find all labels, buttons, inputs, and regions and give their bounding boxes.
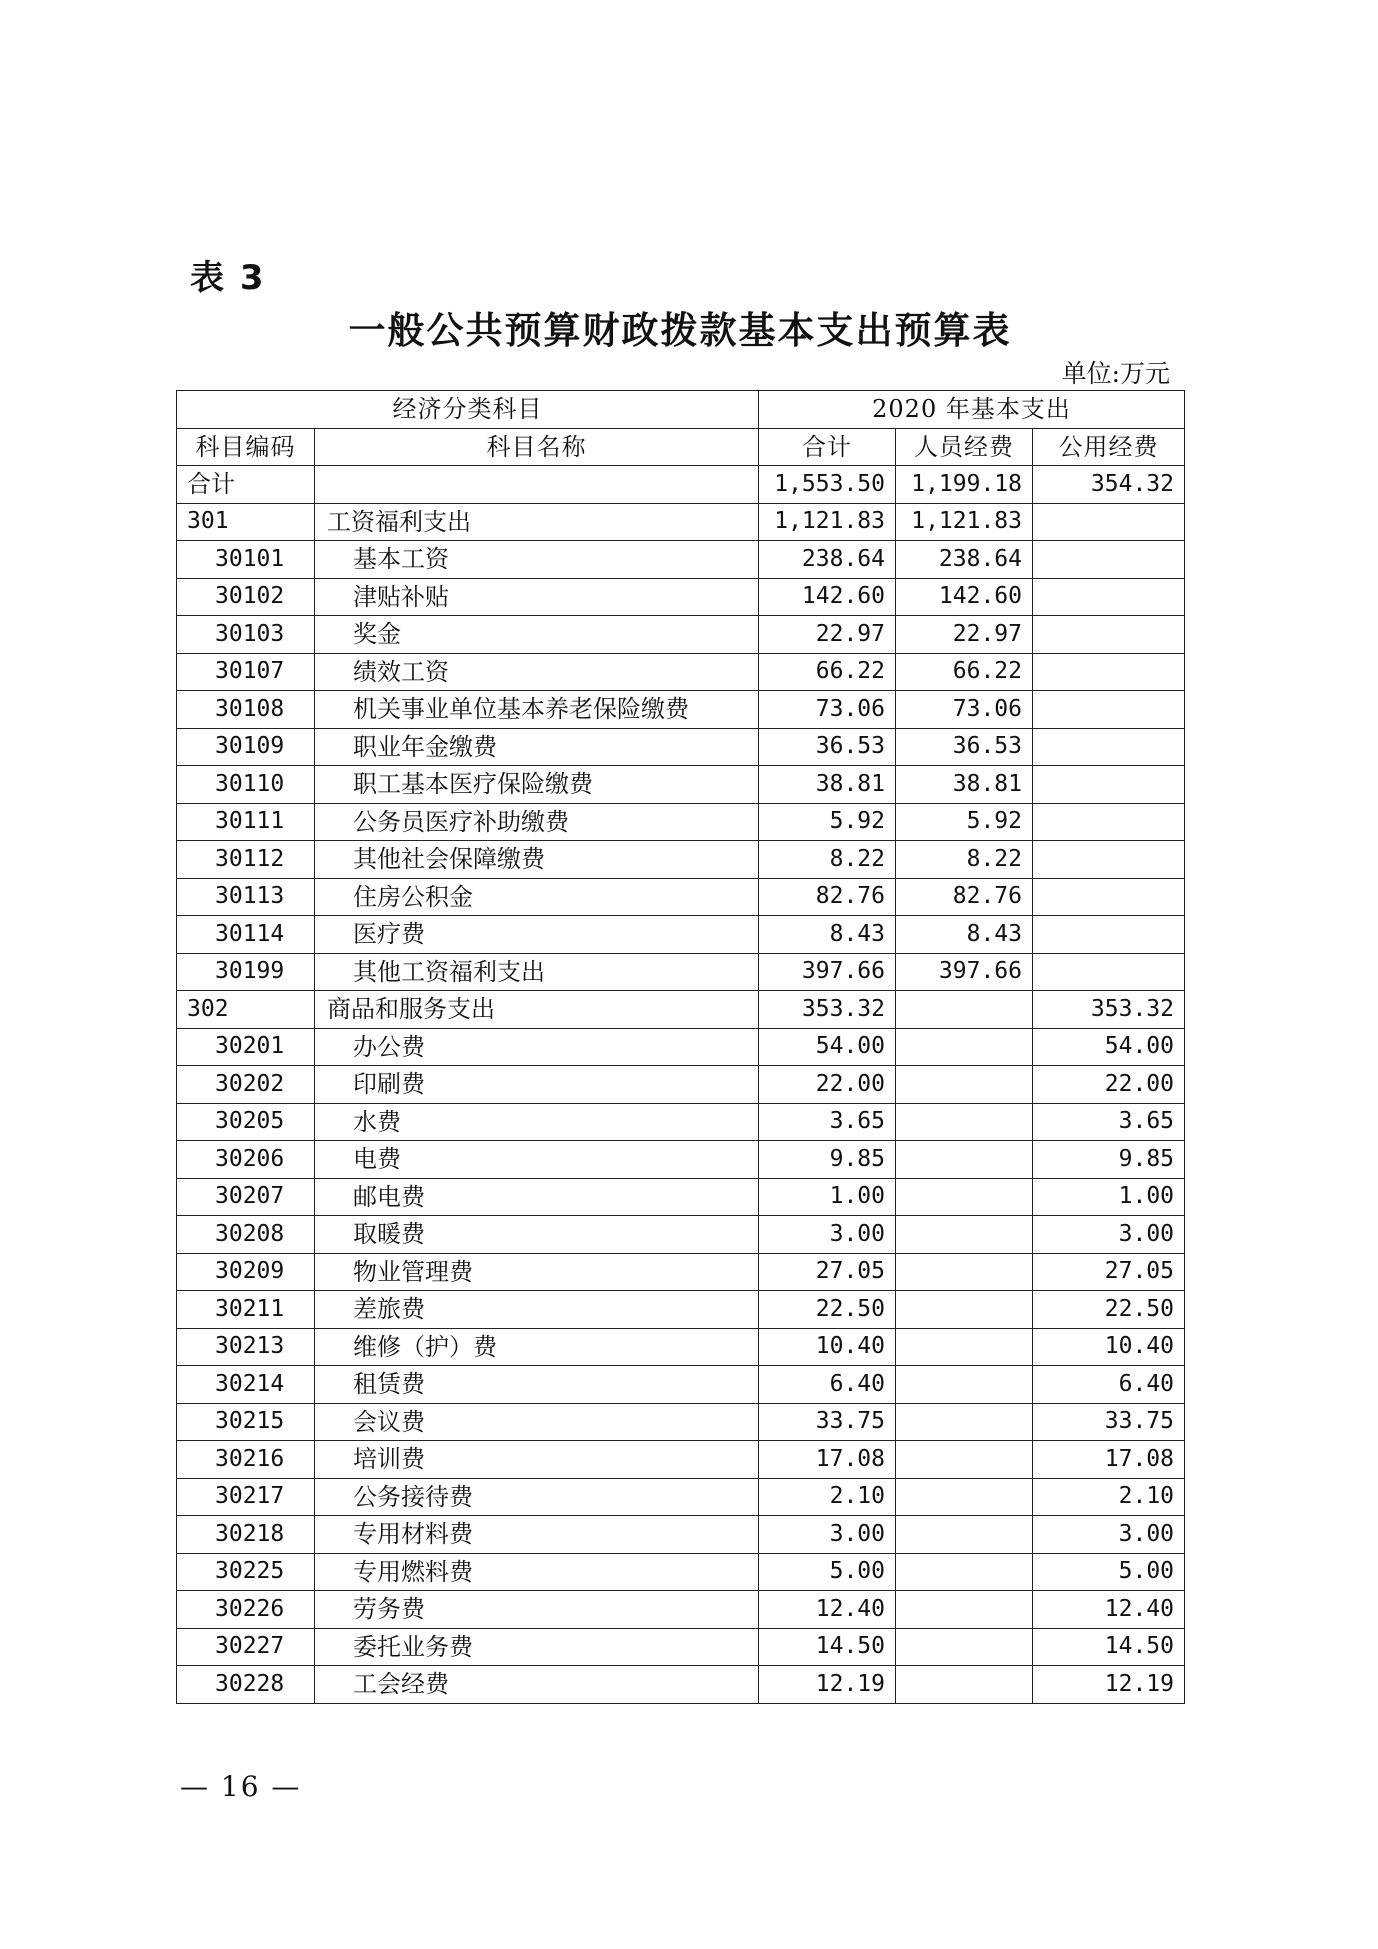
- table-row: [177, 653, 1185, 691]
- cell-total: 12.19: [759, 1666, 896, 1704]
- cell-total: 353.32: [759, 991, 896, 1029]
- table-row: [177, 1366, 1185, 1404]
- cell-code: 合计: [177, 466, 315, 504]
- table-row: [177, 1553, 1185, 1591]
- cell-public: [1033, 653, 1185, 691]
- table-row: [177, 1103, 1185, 1141]
- cell-total: 142.60: [759, 578, 896, 616]
- table-row: [177, 1141, 1185, 1179]
- cell-personnel: 66.22: [896, 653, 1033, 691]
- cell-name: 公务员医疗补助缴费: [315, 803, 759, 841]
- cell-name: 会议费: [315, 1403, 759, 1441]
- cell-personnel: 1,121.83: [896, 503, 1033, 541]
- cell-name: 培训费: [315, 1441, 759, 1479]
- table-row: [177, 878, 1185, 916]
- cell-name: 专用材料费: [315, 1516, 759, 1554]
- cell-name: 其他工资福利支出: [315, 953, 759, 991]
- cell-name: 基本工资: [315, 541, 759, 579]
- table-row: [177, 1591, 1185, 1629]
- cell-public: 22.50: [1033, 1291, 1185, 1329]
- table-row: [177, 1478, 1185, 1516]
- cell-personnel: [896, 1441, 1033, 1479]
- cell-public: [1033, 916, 1185, 954]
- cell-code: 30201: [177, 1028, 315, 1066]
- cell-name: 劳务费: [315, 1591, 759, 1629]
- cell-code: 30217: [177, 1478, 315, 1516]
- cell-personnel: 8.43: [896, 916, 1033, 954]
- cell-public: [1033, 691, 1185, 729]
- cell-code: 30226: [177, 1591, 315, 1629]
- cell-public: 14.50: [1033, 1628, 1185, 1666]
- table-row: [177, 691, 1185, 729]
- cell-personnel: [896, 1216, 1033, 1254]
- header-personnel: 人员经费: [896, 428, 1033, 466]
- cell-public: 3.65: [1033, 1103, 1185, 1141]
- cell-name: 电费: [315, 1141, 759, 1179]
- cell-personnel: 1,199.18: [896, 466, 1033, 504]
- cell-personnel: [896, 1328, 1033, 1366]
- header-basic-expenditure-2020: 2020 年基本支出: [759, 391, 1185, 429]
- cell-name: 奖金: [315, 616, 759, 654]
- cell-public: 12.19: [1033, 1666, 1185, 1704]
- table-row: [177, 541, 1185, 579]
- cell-name: 专用燃料费: [315, 1553, 759, 1591]
- cell-total: 6.40: [759, 1366, 896, 1404]
- cell-total: 12.40: [759, 1591, 896, 1629]
- cell-total: 5.92: [759, 803, 896, 841]
- cell-total: 8.43: [759, 916, 896, 954]
- cell-total: 66.22: [759, 653, 896, 691]
- cell-code: 30111: [177, 803, 315, 841]
- cell-name: 取暖费: [315, 1216, 759, 1254]
- cell-total: 8.22: [759, 841, 896, 879]
- cell-name: 住房公积金: [315, 878, 759, 916]
- cell-name: 医疗费: [315, 916, 759, 954]
- cell-code: 30215: [177, 1403, 315, 1441]
- table-row: [177, 916, 1185, 954]
- cell-personnel: [896, 1666, 1033, 1704]
- cell-total: 82.76: [759, 878, 896, 916]
- cell-total: 1,121.83: [759, 503, 896, 541]
- table-row: [177, 728, 1185, 766]
- cell-public: [1033, 728, 1185, 766]
- cell-total: 2.10: [759, 1478, 896, 1516]
- cell-public: 10.40: [1033, 1328, 1185, 1366]
- cell-personnel: 22.97: [896, 616, 1033, 654]
- table-row: [177, 1328, 1185, 1366]
- cell-public: 1.00: [1033, 1178, 1185, 1216]
- cell-total: 22.00: [759, 1066, 896, 1104]
- cell-code: 30213: [177, 1328, 315, 1366]
- cell-personnel: 82.76: [896, 878, 1033, 916]
- cell-public: [1033, 616, 1185, 654]
- cell-name: 商品和服务支出: [315, 991, 759, 1029]
- table-row: [177, 1028, 1185, 1066]
- cell-personnel: [896, 1141, 1033, 1179]
- cell-name: 印刷费: [315, 1066, 759, 1104]
- cell-name: 维修（护）费: [315, 1328, 759, 1366]
- cell-personnel: 36.53: [896, 728, 1033, 766]
- cell-name: [315, 466, 759, 504]
- cell-personnel: [896, 1253, 1033, 1291]
- header-column-row: [177, 428, 1185, 466]
- header-code: 科目编码: [177, 428, 315, 466]
- table-row: [177, 1178, 1185, 1216]
- cell-code: 30103: [177, 616, 315, 654]
- cell-public: 27.05: [1033, 1253, 1185, 1291]
- cell-code: 30214: [177, 1366, 315, 1404]
- cell-public: [1033, 766, 1185, 804]
- cell-personnel: [896, 1028, 1033, 1066]
- cell-code: 30102: [177, 578, 315, 616]
- cell-total: 14.50: [759, 1628, 896, 1666]
- cell-personnel: 142.60: [896, 578, 1033, 616]
- cell-personnel: 397.66: [896, 953, 1033, 991]
- cell-total: 54.00: [759, 1028, 896, 1066]
- cell-personnel: [896, 991, 1033, 1029]
- cell-name: 差旅费: [315, 1291, 759, 1329]
- cell-personnel: [896, 1403, 1033, 1441]
- cell-code: 30208: [177, 1216, 315, 1254]
- cell-public: 54.00: [1033, 1028, 1185, 1066]
- cell-public: 2.10: [1033, 1478, 1185, 1516]
- header-name: 科目名称: [315, 428, 759, 466]
- cell-name: 水费: [315, 1103, 759, 1141]
- table-row: [177, 841, 1185, 879]
- cell-personnel: [896, 1591, 1033, 1629]
- cell-code: 30207: [177, 1178, 315, 1216]
- cell-total: 36.53: [759, 728, 896, 766]
- cell-public: [1033, 803, 1185, 841]
- cell-public: [1033, 503, 1185, 541]
- header-group-row: [177, 391, 1185, 429]
- cell-name: 租赁费: [315, 1366, 759, 1404]
- cell-name: 机关事业单位基本养老保险缴费: [315, 691, 759, 729]
- cell-code: 30107: [177, 653, 315, 691]
- cell-code: 30199: [177, 953, 315, 991]
- cell-name: 委托业务费: [315, 1628, 759, 1666]
- header-total: 合计: [759, 428, 896, 466]
- cell-public: 5.00: [1033, 1553, 1185, 1591]
- cell-total: 33.75: [759, 1403, 896, 1441]
- cell-name: 绩效工资: [315, 653, 759, 691]
- cell-code: 30206: [177, 1141, 315, 1179]
- header-public: 公用经费: [1033, 428, 1185, 466]
- table-row: [177, 578, 1185, 616]
- cell-code: 30109: [177, 728, 315, 766]
- cell-total: 3.65: [759, 1103, 896, 1141]
- cell-public: [1033, 841, 1185, 879]
- cell-code: 30225: [177, 1553, 315, 1591]
- cell-public: 3.00: [1033, 1216, 1185, 1254]
- cell-name: 职工基本医疗保险缴费: [315, 766, 759, 804]
- cell-name: 职业年金缴费: [315, 728, 759, 766]
- table-label: 表 3: [190, 258, 266, 298]
- cell-name: 邮电费: [315, 1178, 759, 1216]
- cell-name: 工会经费: [315, 1666, 759, 1704]
- cell-personnel: [896, 1178, 1033, 1216]
- cell-code: 30112: [177, 841, 315, 879]
- table-row: [177, 1441, 1185, 1479]
- cell-personnel: 5.92: [896, 803, 1033, 841]
- cell-personnel: [896, 1478, 1033, 1516]
- cell-code: 30108: [177, 691, 315, 729]
- cell-public: 353.32: [1033, 991, 1185, 1029]
- cell-total: 9.85: [759, 1141, 896, 1179]
- cell-personnel: [896, 1066, 1033, 1104]
- table-row: [177, 503, 1185, 541]
- cell-name: 公务接待费: [315, 1478, 759, 1516]
- table-row: [177, 1403, 1185, 1441]
- page-number: — 16 —: [180, 1770, 302, 1803]
- cell-personnel: 8.22: [896, 841, 1033, 879]
- cell-code: 30202: [177, 1066, 315, 1104]
- table-row: [177, 1066, 1185, 1104]
- cell-code: 30228: [177, 1666, 315, 1704]
- cell-name: 津贴补贴: [315, 578, 759, 616]
- table-row: [177, 1666, 1185, 1704]
- cell-personnel: [896, 1628, 1033, 1666]
- budget-table: [176, 390, 1185, 1704]
- cell-name: 工资福利支出: [315, 503, 759, 541]
- document-title: 一般公共预算财政拨款基本支出预算表: [348, 309, 1012, 352]
- cell-public: 6.40: [1033, 1366, 1185, 1404]
- table-row: [177, 1216, 1185, 1254]
- table-row: [177, 466, 1185, 504]
- cell-public: 22.00: [1033, 1066, 1185, 1104]
- cell-code: 30211: [177, 1291, 315, 1329]
- table-row: [177, 991, 1185, 1029]
- cell-code: 30205: [177, 1103, 315, 1141]
- cell-total: 22.50: [759, 1291, 896, 1329]
- cell-name: 物业管理费: [315, 1253, 759, 1291]
- cell-public: 12.40: [1033, 1591, 1185, 1629]
- unit-note: 单位:万元: [1061, 359, 1170, 388]
- cell-personnel: [896, 1516, 1033, 1554]
- table-row: [177, 1516, 1185, 1554]
- table-row: [177, 1253, 1185, 1291]
- table-row: [177, 766, 1185, 804]
- cell-total: 238.64: [759, 541, 896, 579]
- cell-total: 22.97: [759, 616, 896, 654]
- cell-total: 397.66: [759, 953, 896, 991]
- cell-public: 33.75: [1033, 1403, 1185, 1441]
- cell-public: 17.08: [1033, 1441, 1185, 1479]
- cell-personnel: [896, 1366, 1033, 1404]
- cell-total: 27.05: [759, 1253, 896, 1291]
- cell-code: 30113: [177, 878, 315, 916]
- table-row: [177, 1291, 1185, 1329]
- cell-code: 301: [177, 503, 315, 541]
- cell-public: [1033, 578, 1185, 616]
- cell-total: 10.40: [759, 1328, 896, 1366]
- cell-code: 30110: [177, 766, 315, 804]
- cell-name: 办公费: [315, 1028, 759, 1066]
- table-row: [177, 1628, 1185, 1666]
- table-body: [177, 466, 1185, 1704]
- cell-public: 3.00: [1033, 1516, 1185, 1554]
- cell-total: 3.00: [759, 1516, 896, 1554]
- cell-public: [1033, 953, 1185, 991]
- cell-code: 30227: [177, 1628, 315, 1666]
- cell-personnel: [896, 1291, 1033, 1329]
- table-row: [177, 953, 1185, 991]
- cell-public: 354.32: [1033, 466, 1185, 504]
- cell-code: 302: [177, 991, 315, 1029]
- cell-code: 30209: [177, 1253, 315, 1291]
- cell-personnel: 238.64: [896, 541, 1033, 579]
- cell-personnel: [896, 1553, 1033, 1591]
- cell-public: [1033, 878, 1185, 916]
- cell-code: 30101: [177, 541, 315, 579]
- cell-personnel: 73.06: [896, 691, 1033, 729]
- header-economic-classification: 经济分类科目: [177, 391, 759, 429]
- table-row: [177, 616, 1185, 654]
- cell-total: 73.06: [759, 691, 896, 729]
- cell-code: 30114: [177, 916, 315, 954]
- cell-total: 3.00: [759, 1216, 896, 1254]
- cell-total: 38.81: [759, 766, 896, 804]
- table-row: [177, 803, 1185, 841]
- cell-total: 5.00: [759, 1553, 896, 1591]
- cell-code: 30216: [177, 1441, 315, 1479]
- cell-personnel: [896, 1103, 1033, 1141]
- cell-public: 9.85: [1033, 1141, 1185, 1179]
- cell-total: 1,553.50: [759, 466, 896, 504]
- cell-total: 17.08: [759, 1441, 896, 1479]
- cell-code: 30218: [177, 1516, 315, 1554]
- cell-public: [1033, 541, 1185, 579]
- cell-name: 其他社会保障缴费: [315, 841, 759, 879]
- cell-total: 1.00: [759, 1178, 896, 1216]
- cell-personnel: 38.81: [896, 766, 1033, 804]
